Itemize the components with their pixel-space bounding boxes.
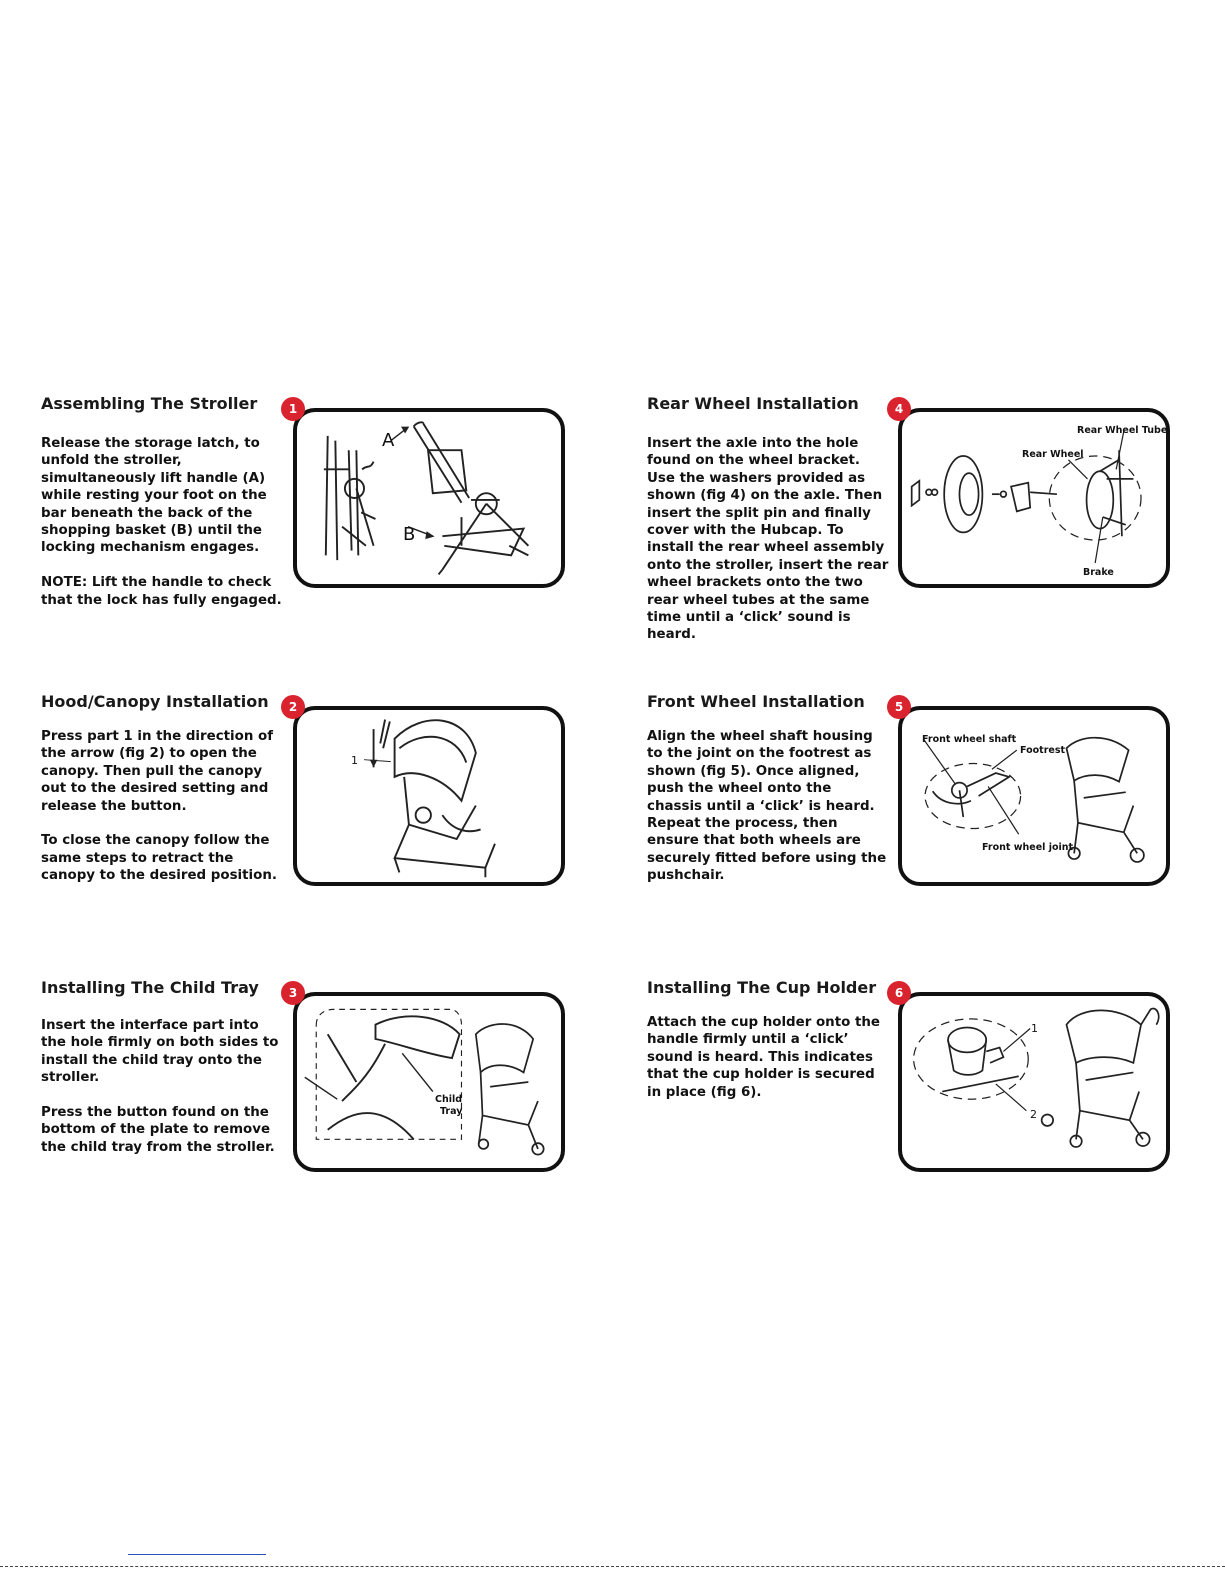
child-tray-illustration [297, 996, 561, 1168]
figure-6-frame [898, 992, 1170, 1172]
paragraph: Press the button found on the bottom of the plate to remove the child tray from the stroller. [41, 1105, 275, 1155]
section-text-assembling [41, 435, 283, 609]
section-text-rear-wheel [647, 435, 889, 644]
paragraph: Insert the axle into the hole found on the wheel bracket. Use the washers provided as shown (fig 4) on the axle. Then insert the split pin and finally cover with the Hubcap. To install the rear wheel assembly onto the stroller, insert the rear wheel brackets onto the two rear wheel tubes at the same time until a ‘click’ sound is heard. [647, 436, 889, 643]
label-brake: Brake [1083, 567, 1114, 578]
section-title-child-tray: Installing The Child Tray [41, 978, 259, 997]
step-badge-2: 2 [281, 695, 305, 719]
section-title-cup-holder: Installing The Cup Holder [647, 978, 877, 997]
paragraph: Insert the interface part into the hole firmly on both sides to install the child tray onto the stroller. [41, 1018, 279, 1086]
label-tray: Tray [440, 1106, 463, 1117]
label-front-wheel-shaft: Front wheel shaft [922, 734, 1017, 745]
step-badge-5: 5 [887, 695, 911, 719]
label-footrest: Footrest [1020, 745, 1066, 756]
label-b: B [403, 524, 416, 545]
label-a: A [382, 430, 395, 451]
paragraph: To close the canopy follow the same steps to retract the canopy to the desired position. [41, 833, 277, 884]
section-title-front-wheel: Front Wheel Installation [647, 692, 865, 711]
footer-link-underline[interactable] [128, 1554, 266, 1555]
label-child: Child [435, 1094, 463, 1105]
paragraph: NOTE: Lift the handle to check that the lock has fully engaged. [41, 575, 282, 608]
step-badge-4: 4 [887, 397, 911, 421]
step-badge-3: 3 [281, 981, 305, 1005]
figure-2-frame [293, 706, 565, 886]
stroller-fold-illustration [297, 412, 561, 584]
figure-5-frame [898, 706, 1170, 886]
label-rear-wheel: Rear Wheel [1022, 449, 1084, 460]
label-cup-1: 1 [1031, 1022, 1038, 1035]
section-text-cup-holder [647, 1014, 889, 1101]
rear-wheel-illustration [902, 412, 1166, 584]
section-text-hood [41, 728, 283, 885]
section-title-assembling: Assembling The Stroller [41, 394, 258, 413]
paragraph: Align the wheel shaft housing to the joint on the footrest as shown (fig 5). Once aligned, push the wheel onto the chassis until a ‘click’ is heard. Repeat the process, then ensure that both wheels are securely fitted before using the pushchair. [647, 729, 887, 884]
section-text-child-tray [41, 1017, 283, 1156]
section-text-front-wheel [647, 728, 889, 885]
figure-4-frame [898, 408, 1170, 588]
step-badge-1: 1 [281, 397, 305, 421]
footer-dashed-rule [0, 1566, 1225, 1567]
step-badge-6: 6 [887, 981, 911, 1005]
paragraph: Release the storage latch, to unfold the stroller, simultaneously lift handle (A) while resting your foot on the bar beneath the back of the shopping basket (B) until the locking mechanism engages. [41, 436, 267, 556]
section-title-hood: Hood/Canopy Installation [41, 692, 269, 711]
paragraph: Attach the cup holder onto the handle firmly until a ‘click’ sound is heard. This indicates that the cup holder is secured in place (fig 6). [647, 1015, 880, 1100]
label-front-wheel-joint: Front wheel joint [982, 842, 1074, 853]
label-cup-2: 2 [1030, 1108, 1037, 1121]
section-title-rear-wheel: Rear Wheel Installation [647, 394, 859, 413]
paragraph: Press part 1 in the direction of the arrow (fig 2) to open the canopy. Then pull the canopy out to the desired setting and release the button. [41, 729, 274, 814]
canopy-illustration [297, 710, 561, 882]
label-rear-wheel-tube: Rear Wheel Tube [1077, 425, 1168, 436]
label-part-1: 1 [351, 754, 358, 767]
figure-1-frame [293, 408, 565, 588]
figure-3-frame [293, 992, 565, 1172]
